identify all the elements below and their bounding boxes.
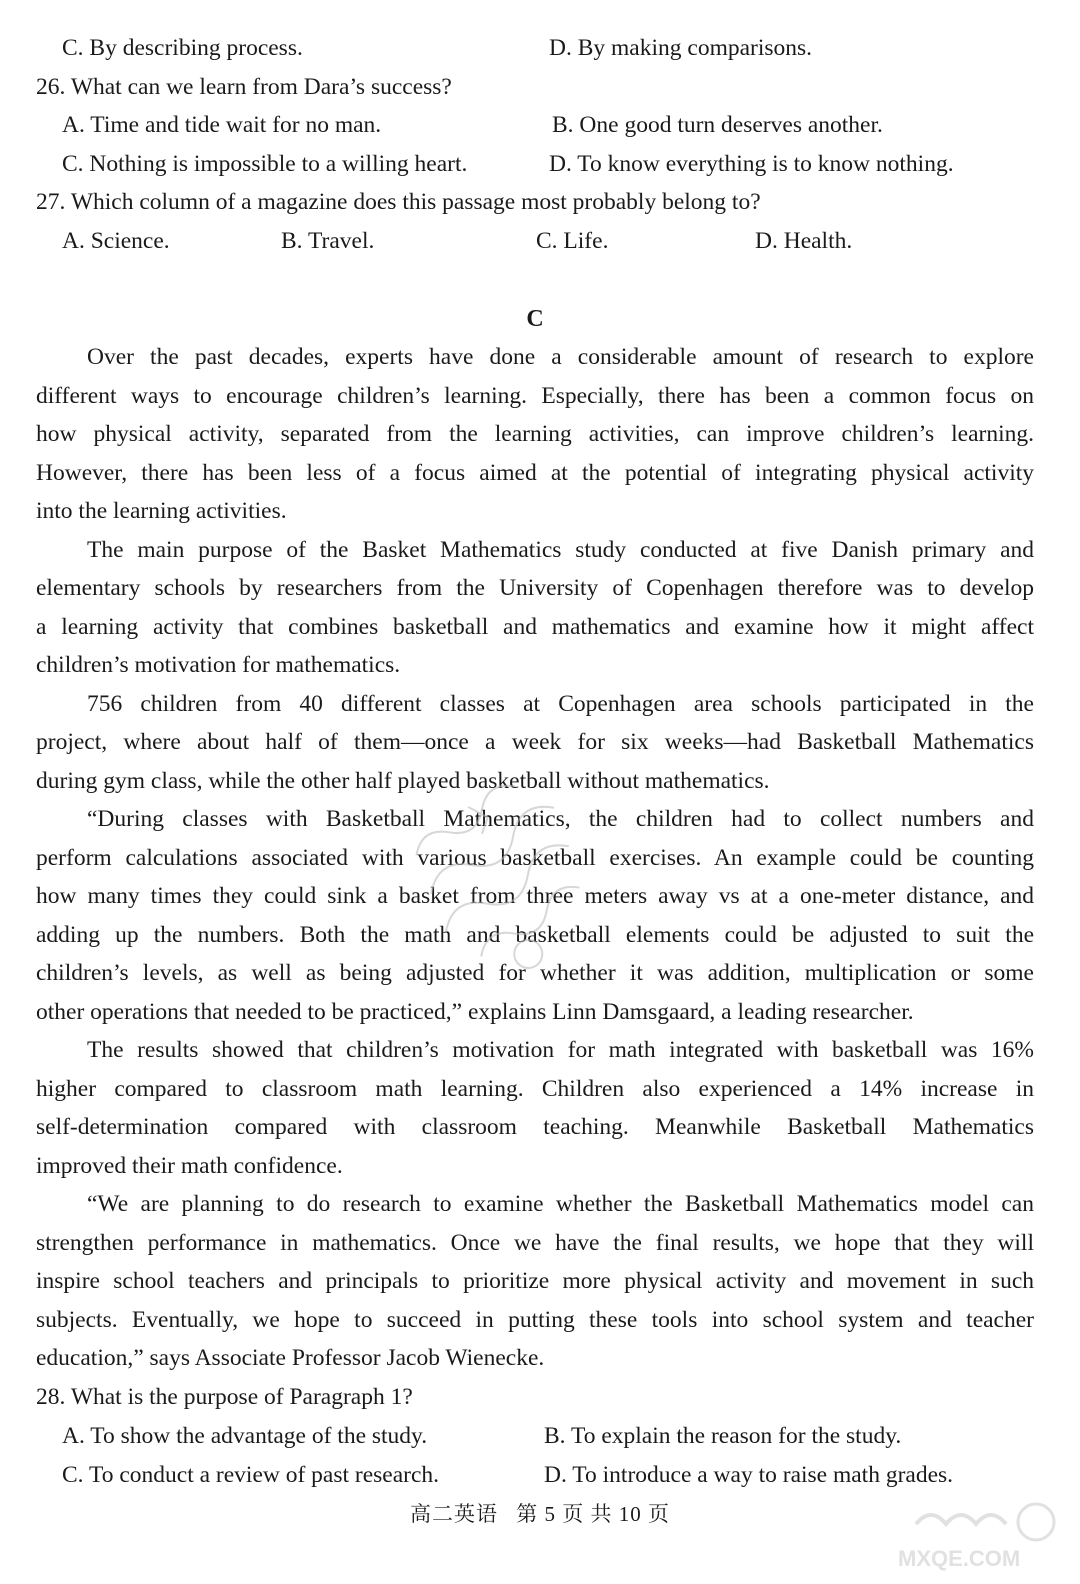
q28-option-c: C. To conduct a review of past research. [62,1462,440,1488]
passage-line: The results showed that children’s motivation for math integrated with basketball was 16% [87,1037,1034,1063]
passage-line: a learning activity that combines basketball and mathematics and examine how it might affect [36,614,1034,640]
passage-line: adding up the numbers. Both the math and basketball elements could be adjusted to suit the [36,922,1034,948]
passage-line: education,” says Associate Professor Jacob Wienecke. [36,1345,545,1371]
passage-line: self-determination compared with classroom teaching. Meanwhile Basketball Mathematics [36,1114,1034,1140]
q27-option-c: C. Life. [536,228,609,254]
section-heading: C [526,306,544,332]
passage-line: “We are planning to do research to examine whether the Basketball Mathematics model can [87,1191,1034,1217]
footer-subject: 高二英语 [410,1502,498,1526]
q28-option-b: B. To explain the reason for the study. [544,1423,902,1449]
logo-text: MXQE.COM [898,1546,1021,1571]
passage-line: children’s levels, as well as being adjusted for whether it was addition, multiplication or some [36,960,1034,986]
q26-option-d: D. To know everything is to know nothing. [549,151,954,177]
passage-line: The main purpose of the Basket Mathematics study conducted at five Danish primary and [87,537,1034,563]
q27-stem: 27. Which column of a magazine does this passage most probably belong to? [36,189,761,215]
q25-option-c: C. By describing process. [62,35,303,61]
q27-option-d: D. Health. [755,228,853,254]
passage-line: “During classes with Basketball Mathematics, the children had to collect numbers and [87,806,1034,832]
passage-line: project, where about half of them—once a week for six weeks—had Basketball Mathematics [36,729,1034,755]
passage-line: elementary schools by researchers from the University of Copenhagen therefore was to develop [36,575,1034,601]
passage-line: into the learning activities. [36,498,287,524]
passage-line: during gym class, while the other half played basketball without mathematics. [36,768,770,794]
q28-option-a: A. To show the advantage of the study. [62,1423,428,1449]
passage-line: children’s motivation for mathematics. [36,652,401,678]
q26-option-c: C. Nothing is impossible to a willing heart. [62,151,468,177]
passage-line: other operations that needed to be practiced,” explains Linn Damsgaard, a leading researcher. [36,999,914,1025]
passage-line: different ways to encourage children’s learning. Especially, there has been a common focus on [36,383,1034,409]
q27-option-b: B. Travel. [281,228,375,254]
q26-stem: 26. What can we learn from Dara’s success? [36,74,452,100]
passage-line: strengthen performance in mathematics. Once we have the final results, we hope that they will [36,1230,1034,1256]
q28-stem: 28. What is the purpose of Paragraph 1? [36,1384,413,1410]
passage-line: how many times they could sink a basket from three meters away vs at a one-meter distance, and [36,883,1034,909]
q28-option-d: D. To introduce a way to raise math grades. [544,1462,954,1488]
passage-line: higher compared to classroom math learning. Children also experienced a 14% increase in [36,1076,1034,1102]
passage-line: However, there has been less of a focus aimed at the potential of integrating physical activity [36,460,1034,486]
q26-option-a: A. Time and tide wait for no man. [62,112,382,138]
passage-line: subjects. Eventually, we hope to succeed in putting these tools into school system and teacher [36,1307,1034,1333]
q27-option-a: A. Science. [62,228,170,254]
passage-line: improved their math confidence. [36,1153,343,1179]
passage-line: how physical activity, separated from the learning activities, can improve children’s learning. [36,421,1034,447]
passage-line: Over the past decades, experts have done a considerable amount of research to explore [87,344,1034,370]
passage-line: 756 children from 40 different classes at Copenhagen area schools participated in the [87,691,1034,717]
page-footer [0,1497,1080,1531]
footer-page-number: 第 5 页 共 10 页 [516,1502,670,1526]
passage-line: perform calculations associated with various basketball exercises. An example could be counting [36,845,1034,871]
q25-option-d: D. By making comparisons. [549,35,813,61]
q26-option-b: B. One good turn deserves another. [552,112,883,138]
passage-line: inspire school teachers and principals to prioritize more physical activity and movement in such [36,1268,1034,1294]
